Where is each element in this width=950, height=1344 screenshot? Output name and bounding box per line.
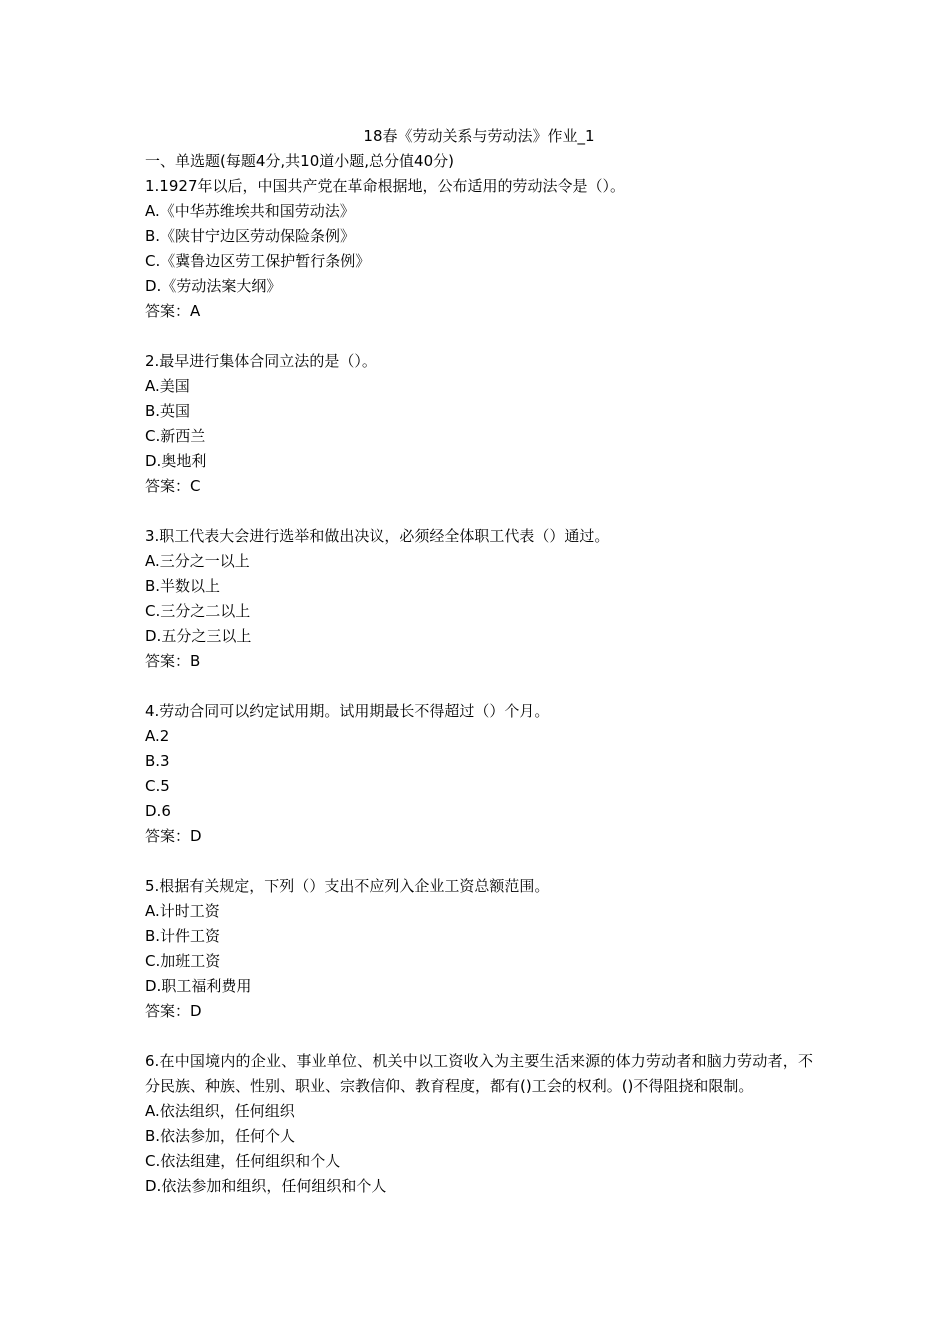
option-a: A.2 [145, 727, 170, 745]
question-stem: 4.劳动合同可以约定试用期。试用期最长不得超过（）个月。 [145, 702, 550, 720]
question-stem: 5.根据有关规定，下列（）支出不应列入企业工资总额范围。 [145, 877, 550, 895]
document-title: 18春《劳动关系与劳动法》作业_1 [363, 127, 595, 145]
option-c: C.三分之二以上 [145, 602, 251, 620]
question-5 [145, 874, 813, 1024]
question-3 [145, 524, 813, 674]
answer: 答案：D [145, 1002, 202, 1020]
question-2 [145, 349, 813, 499]
question-6 [145, 1049, 813, 1199]
option-a: A.三分之一以上 [145, 552, 250, 570]
question-4 [145, 699, 813, 849]
option-d: D.依法参加和组织，任何组织和个人 [145, 1177, 387, 1195]
answer: 答案：C [145, 477, 201, 495]
option-d: D.五分之三以上 [145, 627, 252, 645]
option-a: A.依法组织，任何组织 [145, 1102, 295, 1120]
option-a: A.《中华苏维埃共和国劳动法》 [145, 202, 355, 220]
option-b: B.3 [145, 752, 170, 770]
option-b: B.半数以上 [145, 577, 221, 595]
option-d: D.职工福利费用 [145, 977, 252, 995]
option-a: A.计时工资 [145, 902, 220, 920]
option-c: C.新西兰 [145, 427, 206, 445]
option-b: B.依法参加，任何个人 [145, 1127, 296, 1145]
option-a: A.美国 [145, 377, 190, 395]
option-b: B.计件工资 [145, 927, 221, 945]
answer: 答案：A [145, 302, 201, 320]
question-1 [145, 174, 813, 324]
option-b: B.《陕甘宁边区劳动保险条例》 [145, 227, 356, 245]
document-body [145, 123, 813, 1224]
option-b: B.英国 [145, 402, 191, 420]
answer: 答案：D [145, 827, 202, 845]
option-d: D.6 [145, 802, 171, 820]
question-stem: 2.最早进行集体合同立法的是（）。 [145, 352, 377, 370]
question-stem: 1.1927年以后，中国共产党在革命根据地，公布适用的劳动法令是（）。 [145, 177, 625, 195]
option-c: C.《冀鲁边区劳工保护暂行条例》 [145, 252, 371, 270]
question-stem: 3.职工代表大会进行选举和做出决议，必须经全体职工代表（）通过。 [145, 527, 610, 545]
section-header: 一、单选题(每题4分,共10道小题,总分值40分) [145, 152, 454, 170]
option-d: D.奥地利 [145, 452, 207, 470]
option-c: C.加班工资 [145, 952, 221, 970]
option-c: C.依法组建，任何组织和个人 [145, 1152, 341, 1170]
option-d: D.《劳动法案大纲》 [145, 277, 282, 295]
answer: 答案：B [145, 652, 201, 670]
option-c: C.5 [145, 777, 170, 795]
question-stem: 6.在中国境内的企业、事业单位、机关中以工资收入为主要生活来源的体力劳动者和脑力劳动者，不分民族、种族、性别、职业、宗教信仰、教育程度，都有()工会的权利。()不得阻挠和限制。 [145, 1052, 813, 1095]
